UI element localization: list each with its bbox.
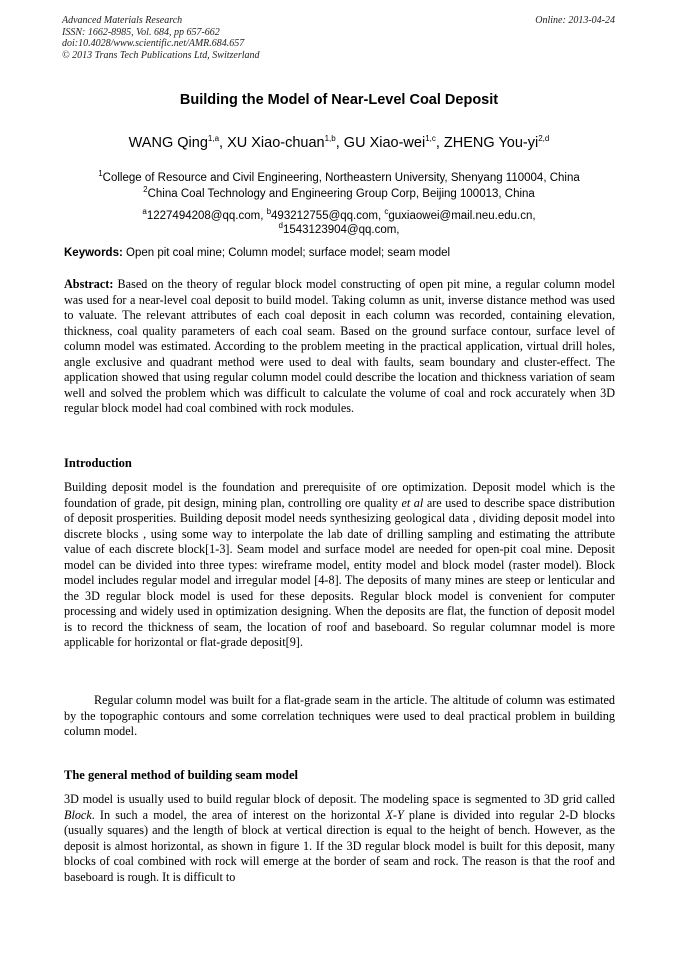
abstract-text: Based on the theory of regular block model constructing of open pit mine, a regular column model was used for a near-level coal deposit to build model. Taking column as unit, inverse distance method was used to valuate. The relevant attributes of each coal deposit in each column was recorded, containing elevation, thickness, coal quality parameters of each coal seam. Based on the ground surface contour, surface level of column model was estimated. According to the problem meeting in the practical application, virtual drill holes, angle exclusive and quadrant method were used to deal with faults, seam boundary and cluster-effect. The application showed that using regular column model could describe the location and thickness variation of seam well and solved the problem which was difficult to calculate the volume of coal and rock accurately when 3D regular block model had coal combined with rock modules. (64, 277, 615, 415)
email-line-2: $^d$1543123904@qq.com, (278, 221, 400, 236)
abstract-label: Abstract: (64, 277, 114, 291)
affiliation-2: $^2$China Coal Technology and Engineering Group Corp, Beijing 100013, China (143, 185, 535, 200)
author-sup: 1,c (425, 134, 436, 143)
intro-paragraph-1: Building deposit model is the foundation and prerequisite of ore optimization. Deposit model which is the foundation of grade, pit design, mining plan, controlling ore quality et al are used to describe space distribution of deposit prosperities. Building deposit model needs synthesizing geological data , dividing deposit model into discrete blocks , using some way to interpolate the lab date of drilling sampling and estimating the attribute value of each discrete block[1-3]. Seam model and surface model are needed for open-pit coal mine. Deposit model can be divided into three types: wireframe model, entity model and block model (raster model). Block model includes regular model and irregular model [4-8]. The deposits of many mines are steep or lenticular and the 3D regular block model is used for these deposits. Regular block model is convenient for computer processing and widely used in optimization designing. When the deposits are flat, the function of deposit model is to record the thickness of seam, the location of roof and baseboard. So regular columnar model is more applicable for horizontal or flat-grade deposit[9]. (64, 480, 615, 649)
journal-name: Advanced Materials Research (62, 15, 183, 26)
email-line-1: $^a$1227494208@qq.com, $^b$493212755@qq.com, $^c$guxiaowei@mail.neu.edu.cn, (142, 207, 536, 222)
email-link[interactable]: guxiaowei@mail.neu.edu.cn (388, 209, 533, 222)
intro-paragraph-2: Regular column model was built for a flat-grade seam in the article. The altitude of column was estimated by the topographic contours and some correlation techniques were used to deal practical problem in building column model. (64, 693, 615, 738)
author-sup: 1,a (207, 134, 220, 143)
author-list: WANG Qing$^{1,a}$, XU Xiao-chuan$^{1,b}$, GU Xiao-wei$^{1,c}$, ZHENG You-yi$^{2,d}$ (128, 134, 550, 151)
email-link[interactable]: 1543123904@qq.com (282, 223, 397, 236)
keywords-text: Open pit coal mine; Column model; surface model; seam model (126, 247, 451, 259)
section-heading-introduction: Introduction (64, 456, 132, 470)
author-sup: 2,d (538, 134, 550, 143)
journal-meta (62, 15, 260, 61)
copyright-line: © 2013 Trans Tech Publications Ltd, Switzerland (62, 49, 260, 61)
keywords-label: Keywords: (64, 247, 123, 259)
abstract (64, 277, 615, 417)
general-method-paragraph: 3D model is usually used to build regular block of deposit. The modeling space is segmented to 3D grid called Block. In such a model, the area of interest on the horizontal X-Y plane is divided into regular 2-D blocks (usually squares) and the length of block at vertical direction is equal to the height of bench. However, as the deposit is almost horizontal, as shown in figure 1. If the 3D regular block model is built for this deposit, many blocks of coal combined with rock will emerge at the border of seam and rock. The reason is that the roof and baseboard is rough. It is difficult to (64, 792, 615, 884)
affiliation-1: $^1$College of Resource and Civil Engineering, Northeastern University, Shenyang 110004, China (98, 169, 580, 184)
keywords (64, 247, 450, 259)
author-name: ZHENG You-yi (443, 134, 539, 151)
author-name: XU Xiao-chuan (227, 134, 325, 151)
issn-line: ISSN: 1662-8985, Vol. 684, pp 657-662 (62, 26, 220, 38)
section-heading-general-method: The general method of building seam model (64, 768, 299, 782)
author-name: WANG Qing (128, 134, 208, 151)
paper-title: Building the Model of Near-Level Coal Deposit (179, 92, 499, 108)
author-sup: 1,b (324, 134, 336, 143)
email-link[interactable]: 1227494208@qq.com (146, 209, 261, 222)
online-date: Online: 2013-04-24 (535, 15, 615, 26)
author-name: GU Xiao-wei (343, 134, 426, 151)
doi-line: doi:10.4028/www.scientific.net/AMR.684.657 (62, 38, 245, 49)
email-link[interactable]: 493212755@qq.com (271, 209, 378, 222)
